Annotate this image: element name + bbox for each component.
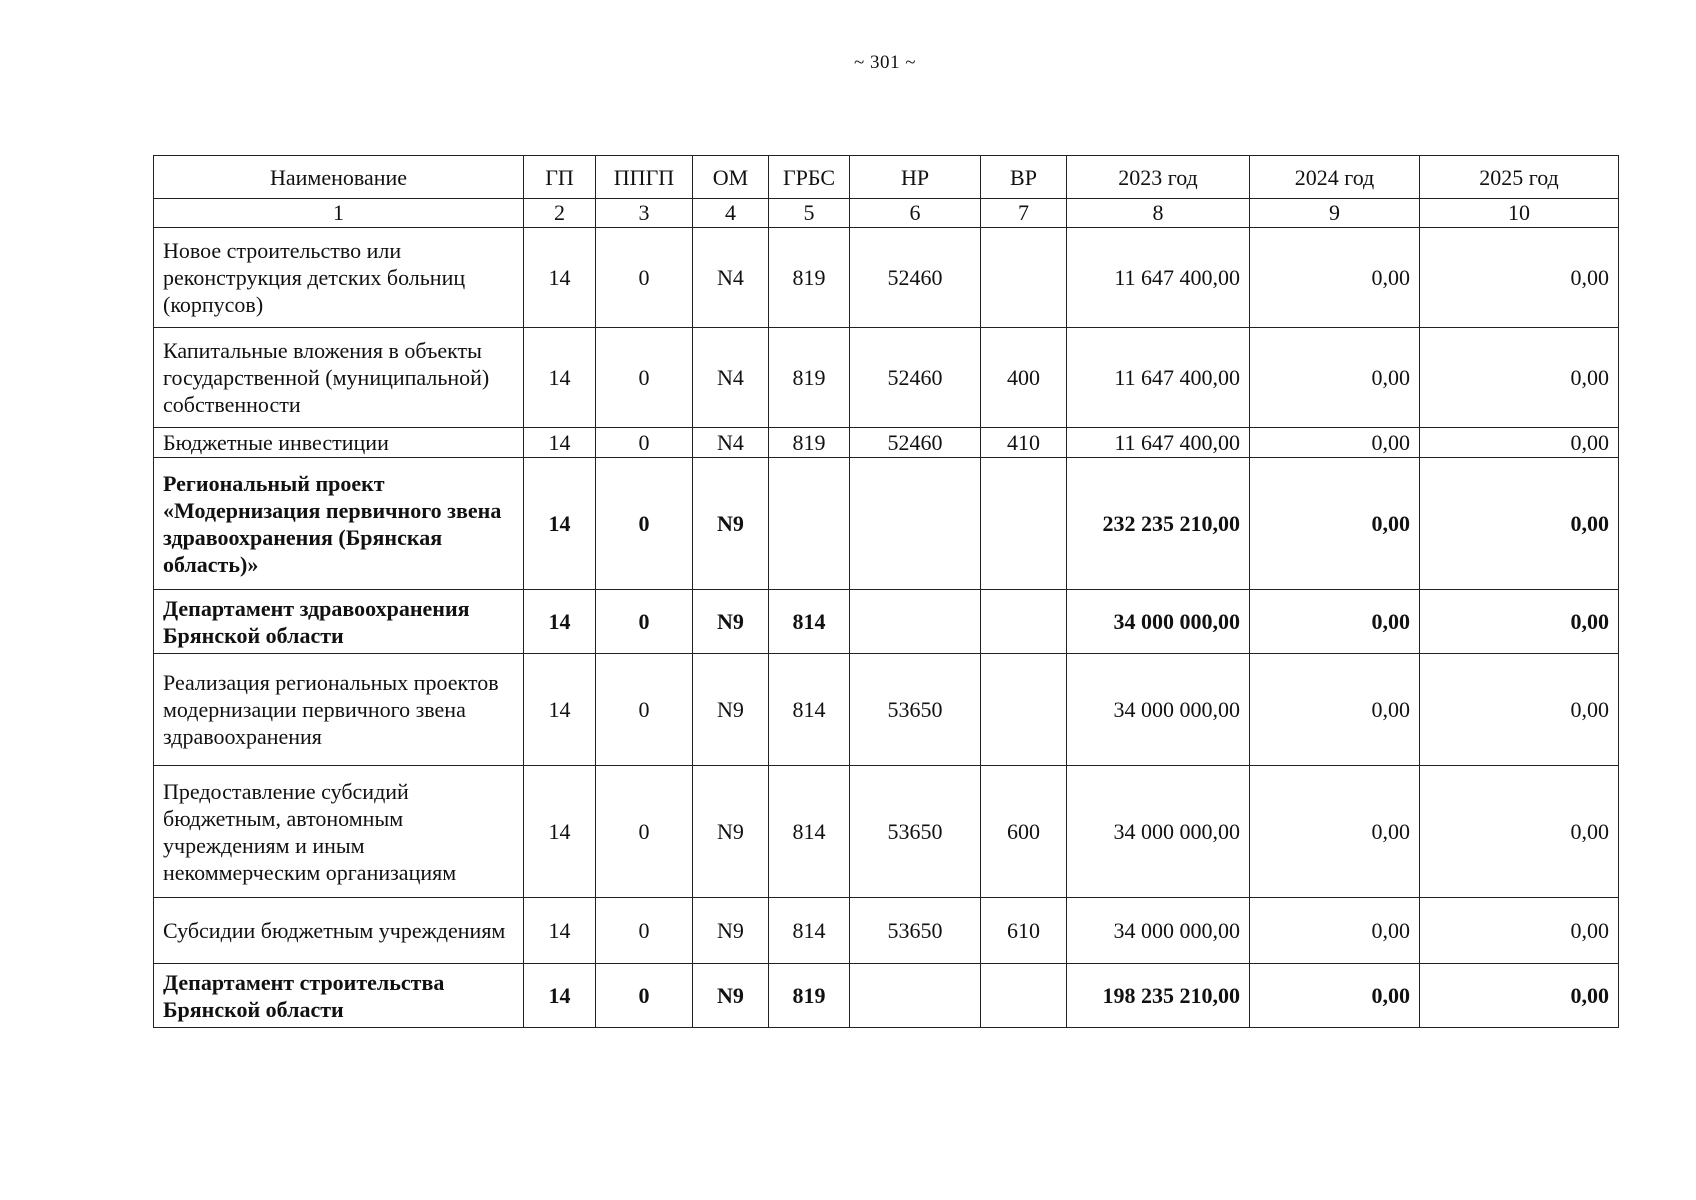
table-row (154, 964, 1619, 1028)
header-ppgp: ППГП (596, 156, 693, 199)
table-row (154, 766, 1619, 898)
cell-ppgp: 0 (596, 590, 693, 654)
cell-2024: 0,00 (1250, 428, 1420, 458)
cell-vr (981, 964, 1067, 1028)
header-om: ОМ (693, 156, 769, 199)
cell-2025: 0,00 (1420, 328, 1619, 428)
cell-2024: 0,00 (1250, 328, 1420, 428)
cell-nr: 53650 (850, 654, 981, 766)
cell-gp: 14 (524, 228, 596, 328)
header-row (154, 156, 1619, 199)
column-number: 5 (769, 199, 850, 228)
column-number: 7 (981, 199, 1067, 228)
cell-gp: 14 (524, 428, 596, 458)
cell-vr: 400 (981, 328, 1067, 428)
cell-nr: 53650 (850, 898, 981, 964)
table-row (154, 428, 1619, 458)
cell-gp: 14 (524, 898, 596, 964)
row-name: Субсидии бюджетным учреждениям (154, 898, 524, 964)
cell-grbs: 814 (769, 654, 850, 766)
header-grbs: ГРБС (769, 156, 850, 199)
budget-table (153, 155, 1619, 1028)
cell-ppgp: 0 (596, 328, 693, 428)
cell-gp: 14 (524, 590, 596, 654)
cell-grbs: 814 (769, 766, 850, 898)
cell-nr (850, 590, 981, 654)
column-number-row (154, 199, 1619, 228)
cell-2025: 0,00 (1420, 458, 1619, 590)
cell-grbs: 814 (769, 590, 850, 654)
table-row (154, 590, 1619, 654)
table-row (154, 328, 1619, 428)
cell-vr: 600 (981, 766, 1067, 898)
cell-vr (981, 458, 1067, 590)
cell-2024: 0,00 (1250, 654, 1420, 766)
column-number: 6 (850, 199, 981, 228)
header-2023: 2023 год (1067, 156, 1250, 199)
cell-2023: 11 647 400,00 (1067, 428, 1250, 458)
cell-gp: 14 (524, 328, 596, 428)
row-name: Капитальные вложения в объекты государственной (муниципальной) собственности (154, 328, 524, 428)
cell-2023: 34 000 000,00 (1067, 590, 1250, 654)
cell-vr: 410 (981, 428, 1067, 458)
header-vr: ВР (981, 156, 1067, 199)
cell-2024: 0,00 (1250, 964, 1420, 1028)
header-gp: ГП (524, 156, 596, 199)
cell-2025: 0,00 (1420, 766, 1619, 898)
column-number: 3 (596, 199, 693, 228)
cell-2024: 0,00 (1250, 766, 1420, 898)
cell-om: N4 (693, 328, 769, 428)
cell-2024: 0,00 (1250, 228, 1420, 328)
cell-om: N9 (693, 898, 769, 964)
header-2025: 2025 год (1420, 156, 1619, 199)
column-number: 2 (524, 199, 596, 228)
cell-2023: 198 235 210,00 (1067, 964, 1250, 1028)
cell-2023: 232 235 210,00 (1067, 458, 1250, 590)
cell-2024: 0,00 (1250, 590, 1420, 654)
cell-gp: 14 (524, 766, 596, 898)
cell-grbs: 819 (769, 964, 850, 1028)
cell-om: N9 (693, 458, 769, 590)
cell-2025: 0,00 (1420, 964, 1619, 1028)
cell-2025: 0,00 (1420, 590, 1619, 654)
row-name: Реализация региональных проектов модернизации первичного звена здравоохранения (154, 654, 524, 766)
cell-2025: 0,00 (1420, 428, 1619, 458)
cell-nr: 52460 (850, 228, 981, 328)
cell-2024: 0,00 (1250, 458, 1420, 590)
header-2024: 2024 год (1250, 156, 1420, 199)
cell-2023: 34 000 000,00 (1067, 766, 1250, 898)
page-number: ~ 301 ~ (853, 52, 917, 73)
cell-grbs (769, 458, 850, 590)
cell-2023: 34 000 000,00 (1067, 654, 1250, 766)
cell-om: N9 (693, 766, 769, 898)
column-number: 1 (154, 199, 524, 228)
cell-om: N9 (693, 654, 769, 766)
column-number: 8 (1067, 199, 1250, 228)
row-name: Региональный проект «Модернизация первичного звена здравоохранения (Брянская область)» (154, 458, 524, 590)
cell-om: N9 (693, 964, 769, 1028)
cell-nr: 53650 (850, 766, 981, 898)
table-body (154, 228, 1619, 1028)
cell-ppgp: 0 (596, 654, 693, 766)
table-row (154, 654, 1619, 766)
cell-nr: 52460 (850, 328, 981, 428)
cell-ppgp: 0 (596, 898, 693, 964)
cell-om: N4 (693, 428, 769, 458)
cell-nr: 52460 (850, 428, 981, 458)
cell-om: N9 (693, 590, 769, 654)
cell-ppgp: 0 (596, 228, 693, 328)
cell-nr (850, 458, 981, 590)
cell-2024: 0,00 (1250, 898, 1420, 964)
table-row (154, 458, 1619, 590)
table-row (154, 898, 1619, 964)
row-name: Новое строительство или реконструкция детских больниц (корпусов) (154, 228, 524, 328)
cell-gp: 14 (524, 458, 596, 590)
cell-grbs: 819 (769, 328, 850, 428)
cell-grbs: 819 (769, 228, 850, 328)
header-name: Наименование (154, 156, 524, 199)
column-number: 4 (693, 199, 769, 228)
cell-2025: 0,00 (1420, 228, 1619, 328)
cell-nr (850, 964, 981, 1028)
table-row (154, 228, 1619, 328)
cell-ppgp: 0 (596, 964, 693, 1028)
cell-vr (981, 228, 1067, 328)
cell-2023: 11 647 400,00 (1067, 328, 1250, 428)
cell-gp: 14 (524, 654, 596, 766)
row-name: Предоставление субсидий бюджетным, автономным учреждениям и иным некоммерческим организациям (154, 766, 524, 898)
cell-om: N4 (693, 228, 769, 328)
cell-vr (981, 590, 1067, 654)
cell-vr: 610 (981, 898, 1067, 964)
header-nr: НР (850, 156, 981, 199)
row-name: Департамент здравоохранения Брянской области (154, 590, 524, 654)
cell-ppgp: 0 (596, 428, 693, 458)
cell-grbs: 819 (769, 428, 850, 458)
cell-gp: 14 (524, 964, 596, 1028)
cell-ppgp: 0 (596, 766, 693, 898)
column-number: 10 (1420, 199, 1619, 228)
cell-2025: 0,00 (1420, 898, 1619, 964)
row-name: Департамент строительства Брянской области (154, 964, 524, 1028)
cell-2023: 11 647 400,00 (1067, 228, 1250, 328)
row-name: Бюджетные инвестиции (154, 428, 524, 458)
cell-2023: 34 000 000,00 (1067, 898, 1250, 964)
cell-ppgp: 0 (596, 458, 693, 590)
cell-grbs: 814 (769, 898, 850, 964)
cell-2025: 0,00 (1420, 654, 1619, 766)
cell-vr (981, 654, 1067, 766)
column-number: 9 (1250, 199, 1420, 228)
